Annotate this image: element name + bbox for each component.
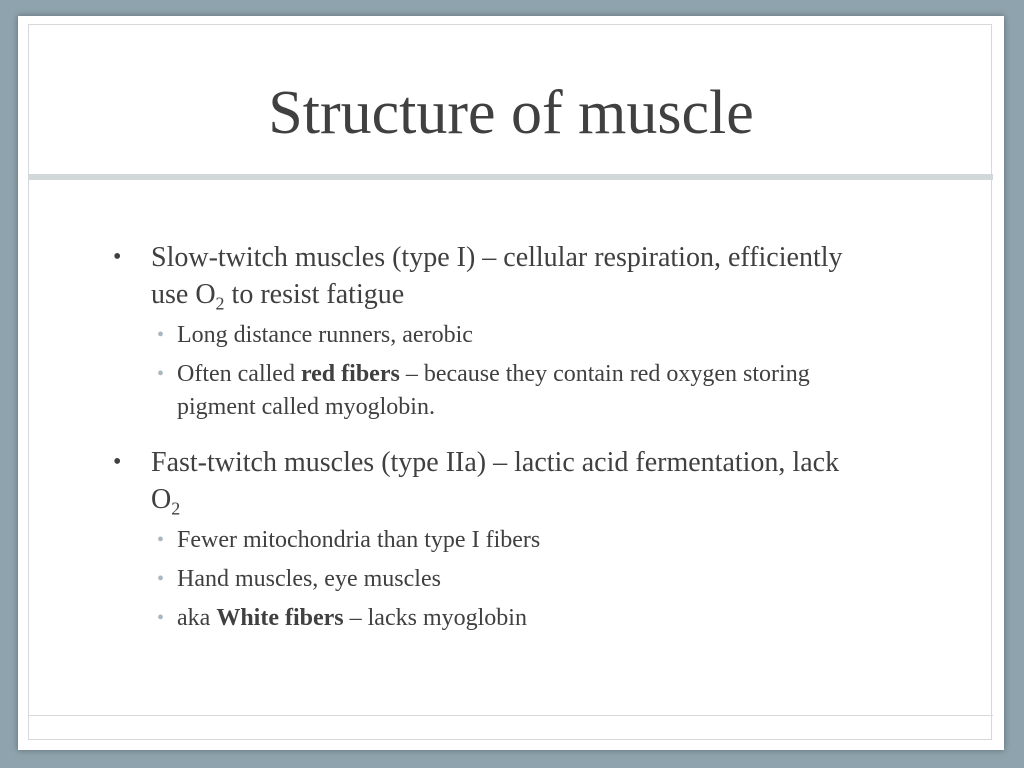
- slide: [18, 16, 1004, 750]
- sub-bullet-icon: •: [157, 363, 165, 385]
- bold-term: White fibers: [216, 605, 344, 631]
- bullet-item: [111, 444, 871, 518]
- title-area: [29, 25, 993, 180]
- bullet-text: Slow-twitch muscles (type I) – cellular respiration, efficiently use O: [151, 242, 843, 310]
- sub-bullet-item: [111, 563, 871, 596]
- slide-title: Structure of muscle: [268, 79, 754, 147]
- footer-divider: [29, 715, 993, 716]
- sub-bullet-item: [111, 358, 871, 424]
- sub-bullet-text: Fewer mitochondria than type I fibers: [177, 527, 541, 553]
- bullet-icon: •: [113, 244, 122, 270]
- bullet-text: Fast-twitch muscles (type IIa) – lactic acid fermentation, lack O: [151, 447, 840, 515]
- sub-bullet-text: Often called: [177, 361, 301, 387]
- slide-frame: [28, 24, 992, 740]
- slide-body: [111, 239, 871, 635]
- sub-bullet-icon: •: [157, 568, 165, 590]
- subscript: 2: [215, 293, 225, 314]
- bullet-text-tail: to resist fatigue: [224, 279, 405, 310]
- subscript: 2: [171, 498, 181, 519]
- sub-bullet-text: aka: [177, 605, 217, 631]
- sub-bullet-item: [111, 602, 871, 635]
- bullet-icon: •: [113, 449, 122, 475]
- sub-bullet-text-tail: – because they contain red oxygen storing pigment called myoglobin.: [177, 361, 810, 420]
- sub-bullet-item: [111, 524, 871, 557]
- spacer: [111, 424, 871, 444]
- sub-bullet-item: [111, 319, 871, 352]
- sub-bullet-icon: •: [157, 529, 165, 551]
- sub-bullet-icon: •: [157, 607, 165, 629]
- sub-bullet-icon: •: [157, 324, 165, 346]
- bullet-item: [111, 239, 871, 313]
- sub-bullet-text: Long distance runners, aerobic: [177, 322, 473, 348]
- bold-term: red fibers: [300, 361, 400, 387]
- sub-bullet-text-tail: – lacks myoglobin: [343, 605, 527, 631]
- sub-bullet-text: Hand muscles, eye muscles: [177, 566, 441, 592]
